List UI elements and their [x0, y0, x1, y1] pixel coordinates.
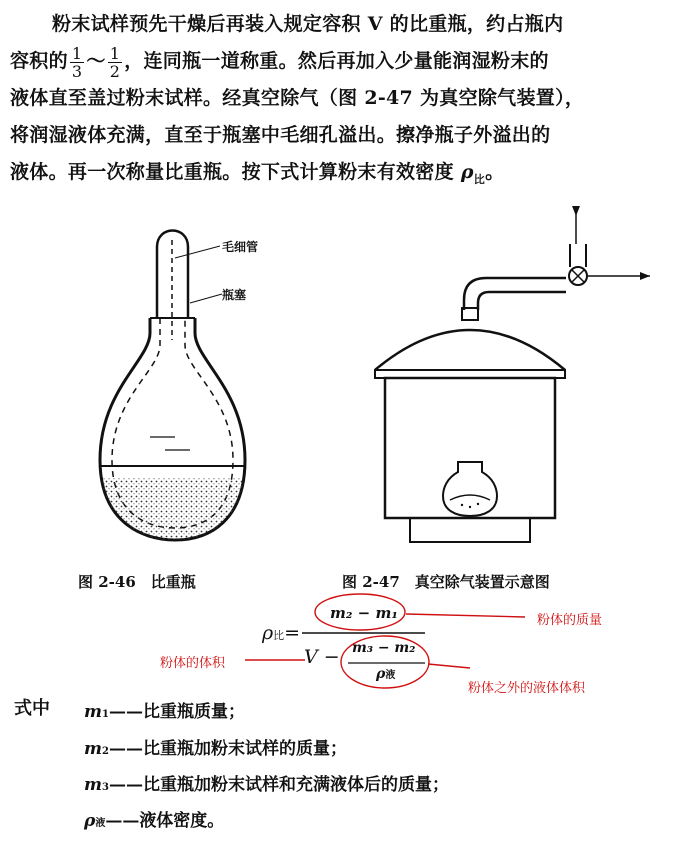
def-sub-m3: 3 — [102, 782, 109, 793]
def-text-rho: ——液体密度。 — [105, 811, 225, 831]
para-line-4: 将润湿液体充满，直至于瓶塞中毛细孔溢出。擦净瓶子外溢出的 — [10, 124, 551, 146]
def-text-m3: ——比重瓶加粉末试样和充满液体后的质量； — [108, 775, 449, 795]
label-capillary: 毛细管 — [222, 240, 259, 254]
formula-lhs-sym: ρ — [262, 622, 274, 644]
def-sym-m3: m — [84, 775, 102, 795]
formula-numerator: m₂ − m₁ — [330, 604, 398, 622]
para-line-5-post: 。 — [485, 161, 505, 183]
frac1-den: 3 — [71, 61, 83, 81]
def-sub-rho: 液 — [95, 818, 106, 829]
def-text-m2: ——比重瓶加粉末试样的质量； — [108, 739, 347, 759]
para-line-3: 液体直至盖过粉末试样。经真空除气（图 2-47 为真空除气装置）， — [10, 87, 585, 109]
annotation-powder-mass: 粉体的质量 — [537, 613, 603, 628]
def-sym-m1: m — [84, 702, 102, 722]
frac2-den: 2 — [109, 61, 121, 81]
annotation-liquid-volume: 粉体之外的液体体积 — [468, 681, 586, 696]
caption-fig-2-46: 图 2-46 比重瓶 — [78, 573, 196, 591]
para-line-2-post: ，连同瓶一道称重。然后再加入少量能润湿粉末的 — [124, 50, 549, 72]
tilde: ～ — [86, 50, 106, 72]
caption-fig-2-47: 图 2-47 真空除气装置示意图 — [342, 573, 550, 591]
pycnometer-flask — [100, 231, 245, 544]
frac1-num: 1 — [71, 43, 83, 63]
def-sub-m2: 2 — [102, 746, 109, 757]
def-sym-m2: m — [84, 739, 102, 759]
def-item-rho — [84, 806, 224, 831]
formula-denominator-v: V − — [304, 646, 340, 668]
annotation-powder-volume: 粉体的体积 — [160, 656, 226, 671]
def-item-m3 — [84, 770, 449, 795]
def-item-m1 — [84, 697, 245, 722]
definitions-heading: 式中 — [14, 698, 50, 719]
rho-symbol: ρ — [460, 161, 474, 183]
para-line-1: 粉末试样预先干燥后再装入规定容积 V 的比重瓶，约占瓶内 — [52, 13, 564, 35]
formula-inner-numerator: m₃ − m₂ — [352, 640, 416, 656]
formula-eq: = — [284, 622, 301, 644]
def-sub-m1: 1 — [102, 709, 109, 720]
formula-lhs-sub: 比 — [273, 629, 285, 642]
para-line-5-pre: 液体。再一次称量比重瓶。按下式计算粉末有效密度 — [10, 161, 461, 183]
def-item-m2 — [84, 734, 347, 759]
inner-den-sub: 液 — [385, 670, 396, 681]
formula-inner-denominator — [376, 666, 395, 682]
def-text-m1: ——比重瓶质量； — [108, 702, 245, 722]
frac2-num: 1 — [109, 43, 121, 63]
label-stopper: 瓶塞 — [222, 288, 247, 302]
vacuum-apparatus — [375, 206, 650, 542]
rho-subscript: 比 — [473, 172, 486, 186]
inner-den-sym: ρ — [376, 666, 386, 682]
para-line-2-pre: 容积的 — [10, 50, 68, 72]
def-sym-rho: ρ — [84, 811, 96, 831]
formula-lhs — [262, 622, 300, 644]
